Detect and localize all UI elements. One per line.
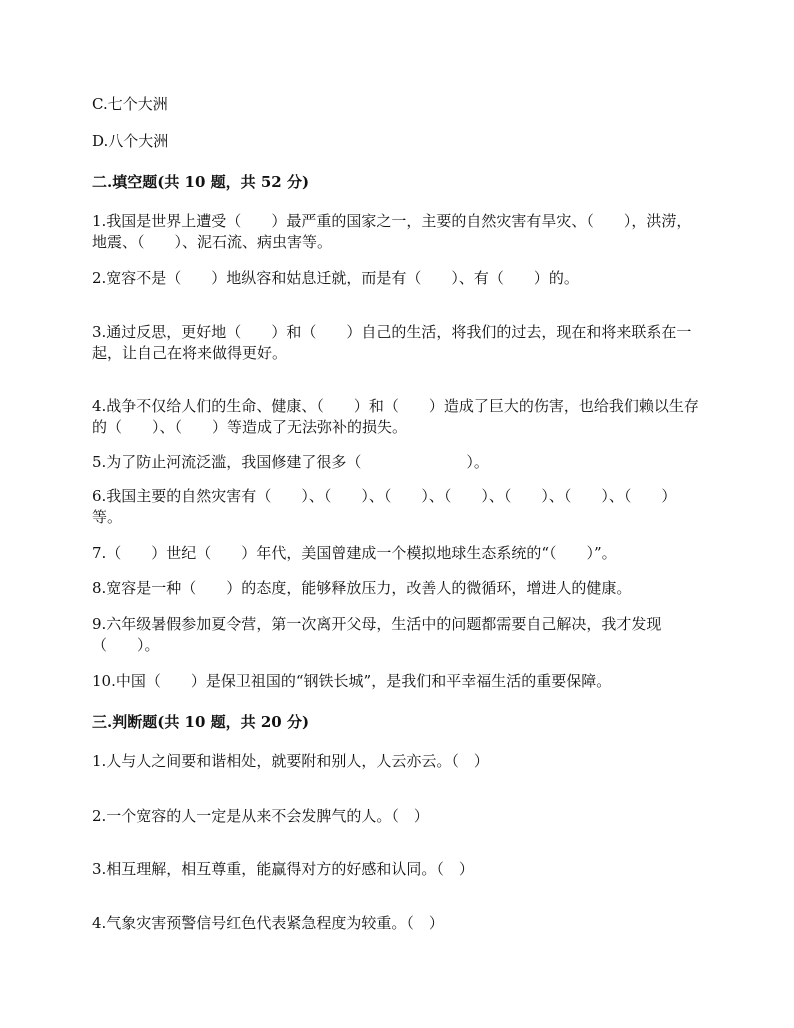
- fill-question-3: 3.通过反思，更好地（ ）和（ ）自己的生活，将我们的过去，现在和将来联系在一起，让自己在将来做得更好。: [92, 323, 692, 362]
- fill-question-5: 5.为了防止河流泛滥，我国修建了很多（ ）。: [92, 453, 489, 471]
- fill-question-6: 6.我国主要的自然灾害有（ ）、（ ）、（ ）、（ ）、（ ）、（ ）、（ ）等。: [92, 487, 677, 526]
- fill-question-4: 4.战争不仅给人们的生命、健康、（ ）和（ ）造成了巨大的伤害，也给我们赖以生存的（ ）、（ ）等造成了无法弥补的损失。: [92, 397, 699, 436]
- judge-question-3: 3.相互理解，相互尊重，能赢得对方的好感和认同。（ ）: [92, 860, 474, 878]
- fill-question-7: 7.（ ）世纪（ ）年代，美国曾建成一个模拟地球生态系统的“（ ）”。: [92, 544, 617, 562]
- section3-heading: 三.判断题(共 10 题，共 20 分): [92, 713, 310, 731]
- section2-heading: 二.填空题(共 10 题，共 52 分): [92, 173, 310, 191]
- option-d: D.八个大洲: [92, 132, 169, 150]
- judge-question-4: 4.气象灾害预警信号红色代表紧急程度为较重。（ ）: [92, 914, 444, 932]
- judge-question-1: 1.人与人之间要和谐相处，就要附和别人，人云亦云。（ ）: [92, 752, 489, 770]
- option-c: C.七个大洲: [92, 95, 168, 113]
- fill-question-2: 2.宽容不是（ ）地纵容和姑息迁就，而是有（ ）、有（ ）的。: [92, 269, 579, 287]
- fill-question-9: 9.六年级暑假参加夏令营，第一次离开父母，生活中的问题都需要自己解决，我才发现（ ）。: [92, 615, 662, 654]
- judge-question-2: 2.一个宽容的人一定是从来不会发脾气的人。（ ）: [92, 807, 429, 825]
- fill-question-10: 10.中国（ ）是保卫祖国的“钢铁长城”，是我们和平幸福生活的重要保障。: [92, 672, 612, 690]
- fill-question-8: 8.宽容是一种（ ）的态度，能够释放压力，改善人的微循环，增进人的健康。: [92, 579, 632, 597]
- fill-question-1: 1.我国是世界上遭受（ ）最严重的国家之一，主要的自然灾害有旱灾、（ ），洪涝，地震、（ ）、泥石流、病虫害等。: [92, 212, 692, 251]
